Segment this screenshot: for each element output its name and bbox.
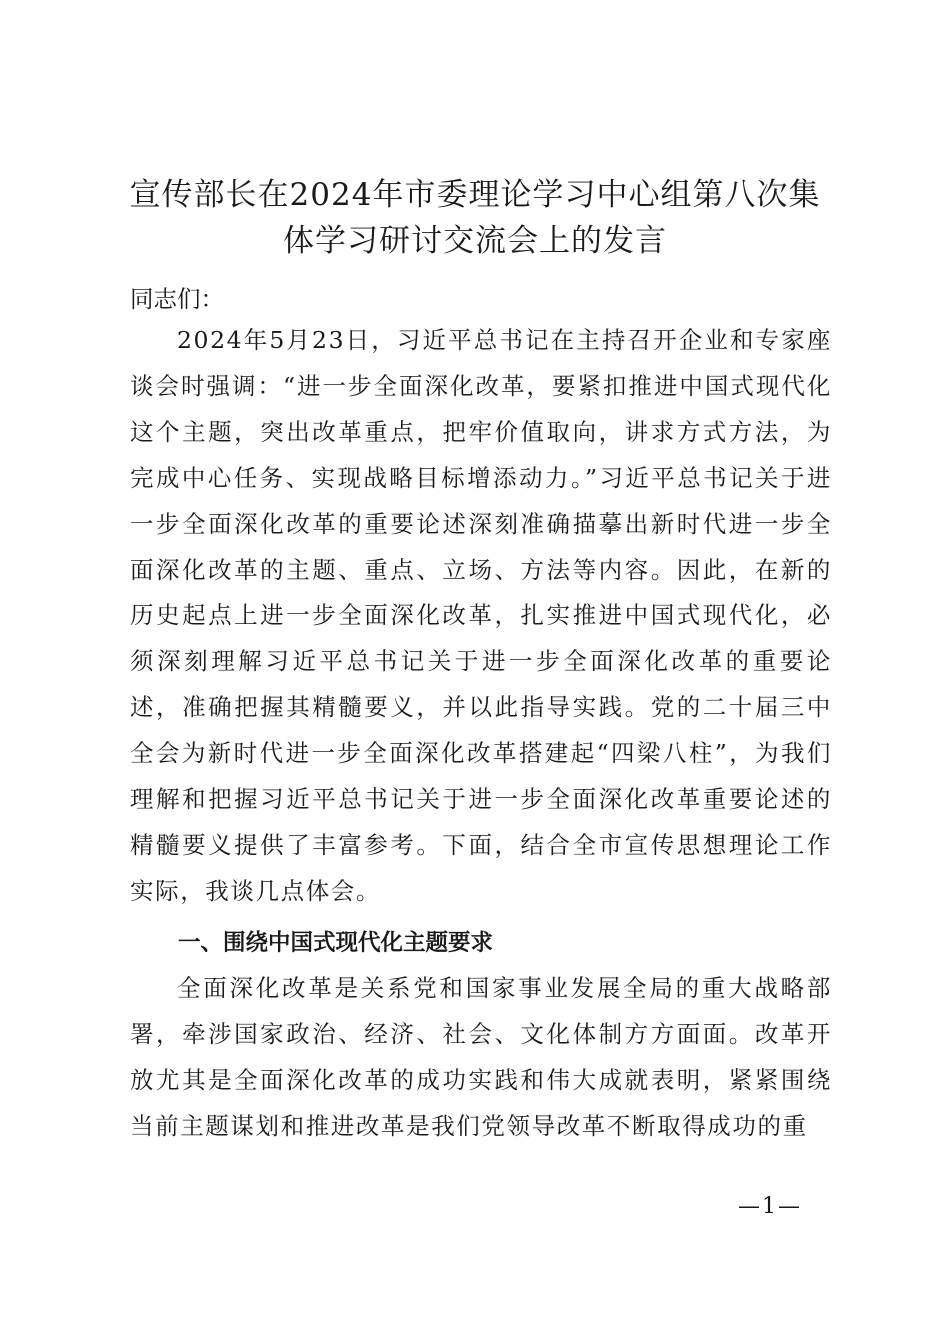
salutation: 同志们： — [130, 285, 224, 313]
paragraph-2: 全面深化改革是关系党和国家事业发展全局的重大战略部署，牵涉国家政治、经济、社会、文化体制方方面面。改革开放尤其是全面深化改革的成功实践和伟大成就表明，紧紧围绕当前主题谋划和推进改革是我们党领导改革不断取得成功的重 — [130, 974, 832, 1140]
section-heading-1: 一、围绕中国式现代化主题要求 — [178, 930, 494, 956]
paragraph-1: 2024年5月23日，习近平总书记在主持召开企业和专家座谈会时强调：“进一步全面深化改革，要紧扣推进中国式现代化这个主题，突出改革重点，把牢价值取向，讲求方式方法，为完成中心任务、实现战略目标增添动力。”习近平总书记关于进一步全面深化改革的重要论述深刻准确描摹出新时代进一步全面深化改革的主题、重点、立场、方法等内容。因此，在新的历史起点上进一步全面深化改革，扎实推进中国式现代化，必须深刻理解习近平总书记关于进一步全面深化改革的重要论述，准确把握其精髓要义，并以此指导实践。党的二十届三中全会为新时代进一步全面深化改革搭建起“四梁八柱”，为我们理解和把握习近平总书记关于进一步全面深化改革重要论述的精髓要义提供了丰富参考。下面，结合全市宣传思想理论工作实际，我谈几点体会。 — [130, 326, 832, 905]
document-title: 宣传部长在2024年市委理论学习中心组第八次集体学习研讨交流会上的发言 — [129, 177, 821, 259]
page-number: —1— — [738, 1194, 802, 1219]
